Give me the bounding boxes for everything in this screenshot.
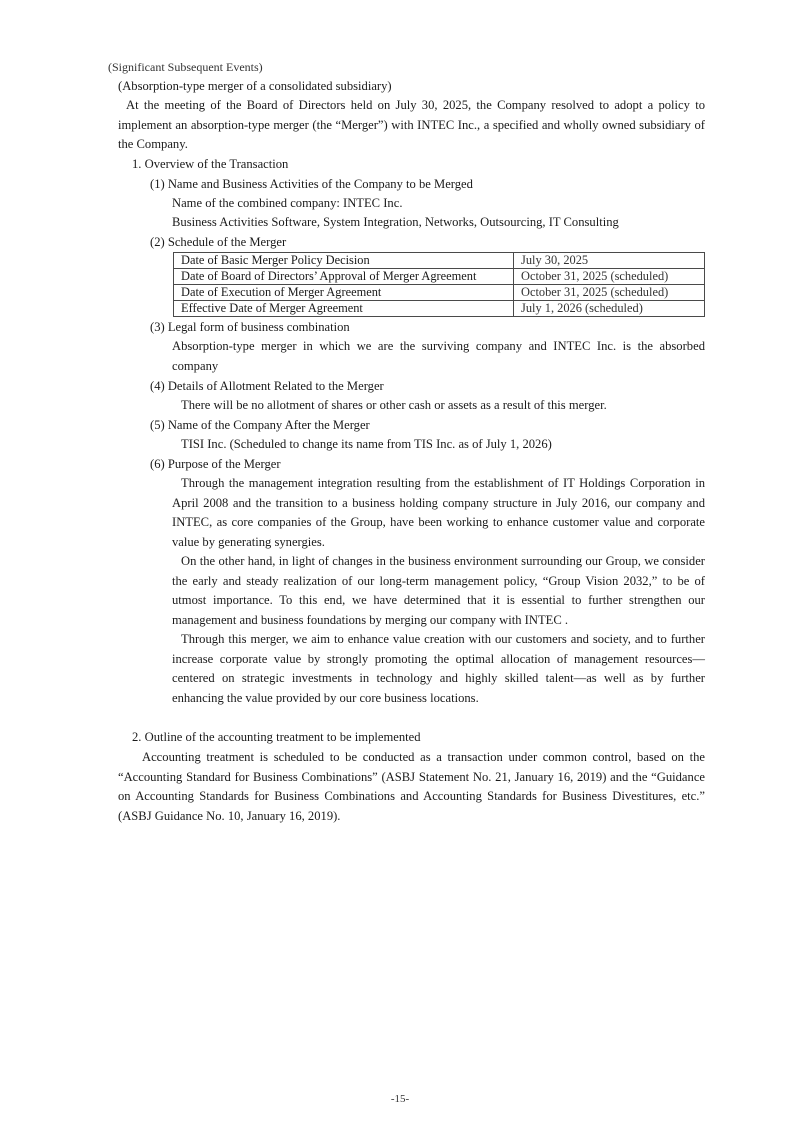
schedule-value: July 1, 2026 (scheduled) [514, 301, 705, 317]
item2-heading: (2) Schedule of the Merger [150, 235, 287, 249]
item6-heading: (6) Purpose of the Merger [150, 457, 281, 471]
item5-text: TISI Inc. (Scheduled to change its name from TIS Inc. as of July 1, 2026) [181, 437, 552, 451]
item6-paragraph-2: On the other hand, in light of changes in the business environment surrounding our Group, we consider the early and steady realization of our long-term management policy, “Group Vision 2032,” to be of utmost importance. To this end, we have determined that it is essential to further strengthen our management and business foundations by merging our company with INTEC . [172, 554, 705, 627]
section-title: (Significant Subsequent Events) [108, 60, 263, 74]
schedule-value: July 30, 2025 [514, 253, 705, 269]
table-row [174, 301, 705, 317]
table-row [174, 285, 705, 301]
merger-schedule-table [173, 252, 705, 317]
intro-paragraph: At the meeting of the Board of Directors held on July 30, 2025, the Company resolved to adopt a policy to implement an absorption-type merger (the “Merger”) with INTEC Inc., a specified and wholly owned subsidiary of the Company. [118, 98, 705, 152]
schedule-label: Date of Execution of Merger Agreement [174, 285, 514, 301]
part2-heading: 2. Outline of the accounting treatment to be implemented [132, 730, 421, 744]
schedule-value: October 31, 2025 (scheduled) [514, 285, 705, 301]
item3-text: Absorption-type merger in which we are the surviving company and INTEC Inc. is the absorbed company [172, 339, 705, 373]
item1-heading: (1) Name and Business Activities of the Company to be Merged [150, 177, 473, 191]
item4-heading: (4) Details of Allotment Related to the Merger [150, 379, 384, 393]
item1-name: Name of the combined company: INTEC Inc. [172, 196, 403, 210]
item1-activities: Business Activities Software, System Integration, Networks, Outsourcing, IT Consulting [172, 215, 619, 229]
item5-heading: (5) Name of the Company After the Merger [150, 418, 370, 432]
item6-paragraph-1: Through the management integration resulting from the establishment of IT Holdings Corporation in April 2008 and the transition to a business holding company structure in July 2016, our company and INTEC, as core companies of the Group, have been working to enhance customer value and corporate value by generating synergies. [172, 476, 705, 549]
subsection-title: (Absorption-type merger of a consolidated subsidiary) [118, 79, 392, 93]
schedule-label: Date of Basic Merger Policy Decision [174, 253, 514, 269]
table-row [174, 253, 705, 269]
table-row [174, 269, 705, 285]
item4-text: There will be no allotment of shares or other cash or assets as a result of this merger. [181, 398, 607, 412]
schedule-value: October 31, 2025 (scheduled) [514, 269, 705, 285]
page-number: -15- [390, 1093, 410, 1105]
part1-heading: 1. Overview of the Transaction [132, 157, 289, 171]
part2-paragraph: Accounting treatment is scheduled to be conducted as a transaction under common control, based on the “Accounting Standard for Business Combinations” (ASBJ Statement No. 21, January 16, 2019) and the “Guidance on Accounting Standards for Business Combinations and Accounting Standards for Business Divestitures, etc.” (ASBJ Guidance No. 10, January 16, 2019). [118, 750, 705, 823]
item6-paragraph-3: Through this merger, we aim to enhance value creation with our customers and society, and to further increase corporate value by strongly promoting the optimal allocation of management resources—centered on strategic investments in technology and highly skilled talent—as well as by further enhancing the value provided by our core business locations. [172, 632, 705, 705]
schedule-label: Date of Board of Directors’ Approval of Merger Agreement [174, 269, 514, 285]
item3-heading: (3) Legal form of business combination [150, 320, 350, 334]
schedule-label: Effective Date of Merger Agreement [174, 301, 514, 317]
